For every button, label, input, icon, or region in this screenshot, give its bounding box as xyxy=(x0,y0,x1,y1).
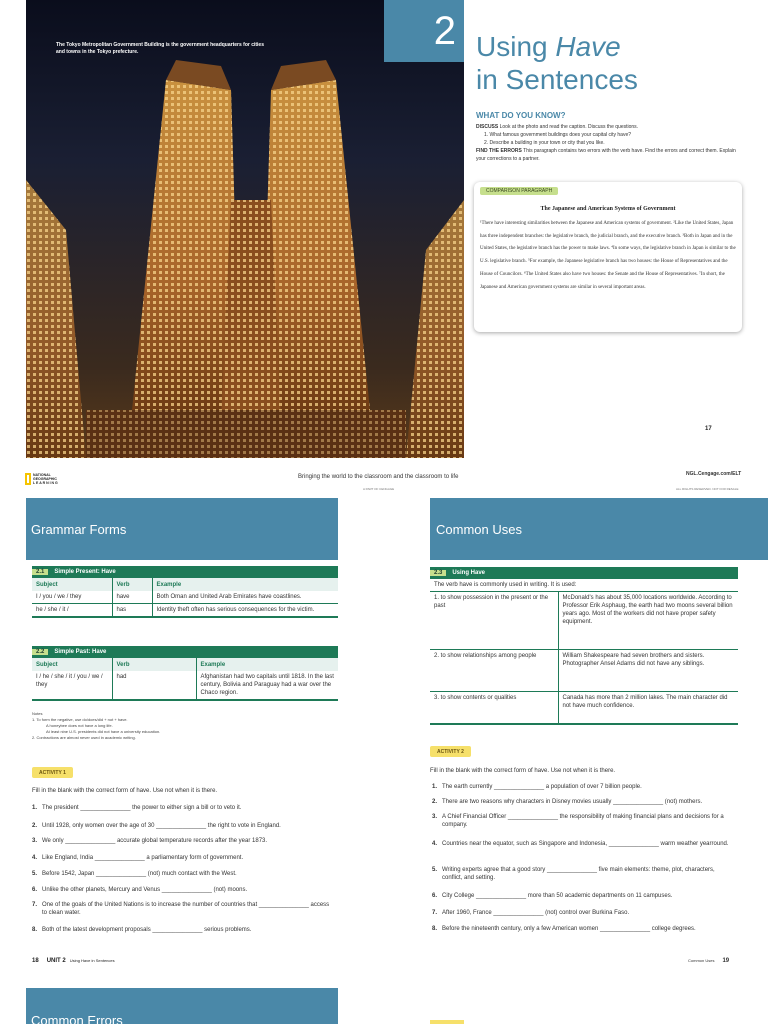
list-item xyxy=(32,822,332,837)
col-header: Verb xyxy=(112,658,196,671)
grammar-forms-header xyxy=(26,498,338,560)
note-example-1: A honeybee does not have a long life. xyxy=(46,723,113,728)
table-title: Simple Present: Have xyxy=(54,569,116,575)
table-2-2 xyxy=(32,646,338,701)
list-item xyxy=(32,926,332,938)
item-text: The president _______________ the power to either sign a bill or to veto it. xyxy=(42,805,242,811)
item-text: Countries near the equator, such as Singapore and Indonesia, _______________ warm weather yearround. xyxy=(442,841,729,847)
list-item xyxy=(32,837,332,854)
table-cell: had xyxy=(112,671,196,700)
item-text: Like England, India _______________ a parliamentary form of government. xyxy=(42,855,244,861)
col-header: Example xyxy=(152,578,338,591)
chapter-title-italic: Have xyxy=(555,31,621,62)
item-number: 5. xyxy=(32,871,38,877)
list-item xyxy=(432,840,732,866)
comparison-paragraph-card xyxy=(474,182,742,332)
common-errors-title: Common Errors xyxy=(31,1013,123,1024)
table-2-3 xyxy=(430,567,738,725)
item-number: 2. xyxy=(432,799,438,805)
find-errors-text: This paragraph contains two errors with the verb have. Find the errors and correct them. Explain your corrections to a partner. xyxy=(476,148,736,162)
item-text: City College _______________ more than 50 academic departments on 11 campuses. xyxy=(442,893,673,899)
list-item xyxy=(32,804,332,822)
table-cell: 1. to show possession in the present or the past xyxy=(430,592,558,650)
ngl-link[interactable]: NGL.Cengage.com/ELT xyxy=(686,471,742,477)
table-cell: have xyxy=(112,591,152,604)
page-19-footer xyxy=(688,958,729,964)
item-number: 4. xyxy=(32,855,38,861)
table-cell: McDonald's has about 35,000 locations worldwide. According to Professor Erik Asphaug, the earth had two moons several billion years ago. Most of the workers did not have proper safety equipment. xyxy=(558,592,738,650)
table-cell: William Shakespeare had seven brothers and sisters. Photographer Ansel Adams did not have any siblings. xyxy=(558,650,738,692)
rights-notice: ALL RIGHTS RESERVED. NOT FOR RESALE xyxy=(676,487,739,491)
item-number: 2. xyxy=(32,823,38,829)
table-cell: I / he / she / it / you / we / they xyxy=(32,671,112,700)
item-text: The earth currently _______________ a population of over 7 billion people. xyxy=(442,784,642,790)
list-item xyxy=(432,925,732,937)
activity-2-instruction: Fill in the blank with the correct form of have. Use not when it is there. xyxy=(430,768,616,774)
item-number: 6. xyxy=(432,893,438,899)
page-18-footer xyxy=(32,958,115,964)
table-title: Using Have xyxy=(452,570,486,576)
table-2-1 xyxy=(32,566,338,618)
item-text: Before the nineteenth century, only a few American women _______________ college degrees. xyxy=(442,926,696,932)
table-row xyxy=(430,650,738,692)
table-number: 2.1 xyxy=(32,569,48,575)
table-row xyxy=(32,671,338,700)
activity-2-items xyxy=(432,783,732,937)
table-cell: 3. to show contents or qualities xyxy=(430,692,558,724)
tokyo-building-photo xyxy=(26,0,464,458)
list-item xyxy=(432,909,732,925)
photo-caption: The Tokyo Metropolitan Government Building is the government headquarters for cities and towns in the Tokyo prefecture. xyxy=(56,42,264,55)
table-cell: 2. to show relationships among people xyxy=(430,650,558,692)
page-number-18: 18 xyxy=(32,958,39,964)
list-item xyxy=(32,901,332,926)
what-do-you-know xyxy=(476,112,746,163)
question-2: 2. Describe a building in your town or city that you like. xyxy=(484,140,605,146)
grammar-forms-title: Grammar Forms xyxy=(31,521,127,537)
table-cell: Identity theft often has serious consequences for the victim. xyxy=(152,604,338,618)
logo-line2: GEOGRAPHIC xyxy=(33,477,57,481)
notes-title: Notes xyxy=(32,711,43,716)
grammar-notes xyxy=(32,711,332,741)
list-item xyxy=(32,854,332,870)
list-item xyxy=(32,870,332,886)
item-text: A Chief Financial Officer _______________ the responsibility of making financial plans and decisions for a company. xyxy=(442,814,724,828)
table-row xyxy=(32,591,338,604)
item-text: Both of the latest development proposals _______________ serious problems. xyxy=(42,927,252,933)
col-header: Verb xyxy=(112,578,152,591)
table-cell: Both Oman and United Arab Emirates have coastlines. xyxy=(152,591,338,604)
table-cell: he / she / it / xyxy=(32,604,112,618)
item-number: 7. xyxy=(32,902,38,908)
table-number: 2.2 xyxy=(32,649,48,655)
list-item xyxy=(432,798,732,813)
item-text: Until 1928, only women over the age of 30 _______________ the right to vote in England. xyxy=(42,823,281,829)
activity-1-tag: ACTIVITY 1 xyxy=(32,767,73,778)
item-number: 6. xyxy=(32,887,38,893)
tagline: Bringing the world to the classroom and the classroom to life xyxy=(298,474,459,480)
list-item xyxy=(32,886,332,901)
skyscraper-illustration xyxy=(26,0,464,458)
national-geographic-logo xyxy=(25,470,77,488)
table-row xyxy=(32,604,338,618)
chapter-number: 2 xyxy=(384,0,464,62)
activity-2-tag: ACTIVITY 2 xyxy=(430,746,471,757)
col-header: Subject xyxy=(32,658,112,671)
item-number: 5. xyxy=(432,867,438,873)
note-example-2: At least nine U.S. presidents did not have a university education. xyxy=(46,729,161,734)
table-cell: has xyxy=(112,604,152,618)
item-number: 3. xyxy=(432,814,438,820)
item-number: 8. xyxy=(432,926,438,932)
discuss-text: Look at the photo and read the caption. Discuss the questions. xyxy=(499,124,639,130)
item-text: Before 1542, Japan _______________ (not) much contact with the West. xyxy=(42,871,237,877)
table-cell: Canada has more than 2 million lakes. The main character did not have much confidence. xyxy=(558,692,738,724)
chapter-title xyxy=(476,30,638,96)
common-errors-header xyxy=(26,988,338,1024)
item-number: 3. xyxy=(32,838,38,844)
item-text: We only _______________ accurate global temperature records after the year 1873. xyxy=(42,838,268,844)
common-uses-title: Common Uses xyxy=(436,521,522,537)
table-number: 2.3 xyxy=(430,570,446,576)
item-number: 4. xyxy=(432,841,438,847)
wdyk-heading: WHAT DO YOU KNOW? xyxy=(476,111,566,120)
paragraph-body: ¹There have interesting similarities between the Japanese and American systems of government. ²Like the United States, Japan has three independent branches: the legislative branch, the judicial branch, and the executive branch. ³Both in Japan and in the United States, the legislative branch has the power to make laws. ⁴In some ways, the legislative branch in Japan is similar to the U.S. legislative branch. ⁵For example, the Japanese legislative branch has two houses: the House of Representatives and the House of Councilors. ⁶The United States also have two houses: the Senate and the House of Representatives. ⁷In short, the Japanese and American government systems are similar in several important areas. xyxy=(480,221,736,290)
activity-tag-sliver xyxy=(430,1020,464,1024)
note-2: 2. Contractions are almost never used in academic writing. xyxy=(32,735,136,740)
page-number-19: 19 xyxy=(722,958,730,964)
section-label: Common Uses xyxy=(688,958,715,963)
discuss-label: DISCUSS xyxy=(476,124,499,130)
find-errors-label: FIND THE ERRORS xyxy=(476,148,522,154)
common-uses-header xyxy=(430,498,768,560)
table-subtitle: The verb have is commonly used in writing. It is used: xyxy=(430,579,738,592)
question-1: 1. What famous government buildings does your capital city have? xyxy=(484,132,632,138)
table-row xyxy=(430,592,738,650)
activity-1-items xyxy=(32,804,332,938)
logo-line3: L E A R N I N G xyxy=(33,481,58,485)
item-text: There are two reasons why characters in Disney movies usually _______________ (not) mothers. xyxy=(442,799,703,805)
item-number: 8. xyxy=(32,927,38,933)
paragraph-title: The Japanese and American Systems of Government xyxy=(540,206,676,212)
unit-label: UNIT 2 xyxy=(46,958,66,964)
table-cell: Afghanistan had two capitals until 1818. In the last century, Bolivia and Paraguay had a war over the Chaco region. xyxy=(196,671,338,700)
col-header: Example xyxy=(196,658,338,671)
page-number-17: 17 xyxy=(705,426,712,432)
table-row xyxy=(430,692,738,724)
item-number: 1. xyxy=(432,784,438,790)
paragraph-tag: COMPARISON PARAGRAPH xyxy=(480,187,558,195)
col-header: Subject xyxy=(32,578,112,591)
item-number: 1. xyxy=(32,805,38,811)
tagline-sub: A PART OF CENGAGE xyxy=(363,487,395,491)
table-cell: I / you / we / they xyxy=(32,591,112,604)
note-1: 1. To form the negative, use do/does/did + not + have. xyxy=(32,717,128,722)
item-text: One of the goals of the United Nations is to increase the number of countries that _______________ access to clean water. xyxy=(42,902,330,916)
list-item xyxy=(432,813,732,840)
list-item xyxy=(432,783,732,798)
yellow-border-icon xyxy=(25,473,31,485)
item-text: Writing experts agree that a good story _______________ five main elements: theme, plot, characters, conflict, and setting. xyxy=(442,867,715,881)
item-text: Unlike the other planets, Mercury and Venus _______________ (not) moons. xyxy=(42,887,248,893)
chapter-title-pre: Using xyxy=(476,31,556,62)
item-text: After 1960, France _______________ (not) control over Burkina Faso. xyxy=(442,910,630,916)
table-title: Simple Past: Have xyxy=(54,649,107,655)
activity-1-instruction: Fill in the blank with the correct form of have. Use not when it is there. xyxy=(32,788,218,794)
unit-section: Using Have in Sentences xyxy=(69,958,115,963)
logo-line1: NATIONAL xyxy=(33,473,51,477)
chapter-title-line2: in Sentences xyxy=(476,64,638,95)
item-number: 7. xyxy=(432,910,438,916)
list-item xyxy=(432,866,732,892)
list-item xyxy=(432,892,732,909)
